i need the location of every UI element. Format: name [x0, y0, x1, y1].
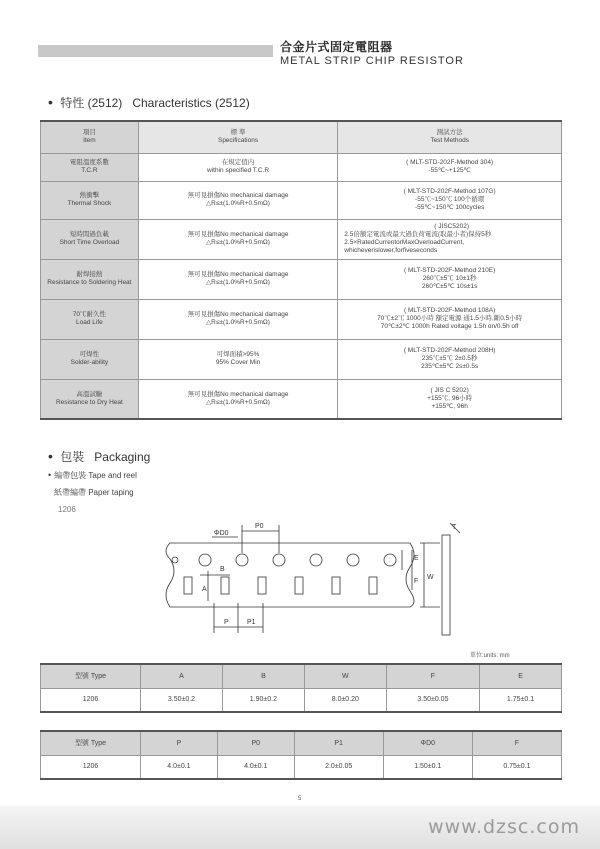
label-d0: ΦD0 — [214, 530, 229, 537]
sprocket-hole — [273, 554, 285, 566]
table-header-row — [41, 121, 562, 153]
tape-side-profile — [442, 535, 450, 635]
characteristics-heading — [48, 94, 250, 111]
column-header-test: 測試方法 Test Methods — [338, 121, 562, 153]
tape-reel-line: • 編帶包裝 Tape and reel — [48, 470, 137, 480]
paper-taping-line: 紙帶編帶 Paper taping — [54, 488, 134, 497]
packaging-heading — [48, 448, 150, 465]
label-e: E — [414, 555, 419, 562]
label-t: T — [452, 524, 457, 531]
sprocket-hole — [199, 554, 211, 566]
table-row: 熱衝擊 Thermal Shock 無可見損傷No mechanical damage △R≤±(1.0%R+0.5mΩ) ( MLT-STD-202F-Method 107G) -55℃~150℃ 100个循環 -55℃~150℃ 100cycles — [41, 181, 562, 219]
component-pocket — [332, 577, 340, 594]
bullet-icon: • — [48, 448, 53, 464]
column-header-spec: 標 準 Specifications — [138, 121, 338, 153]
packaging-title-cn: 包裝 — [60, 450, 85, 464]
component-pocket — [258, 577, 266, 594]
table-row: 短時間過負載 Short Time Overload 無可見損傷No mechanical damage △R≤±(1.0%R+0.5mΩ) ( JISC5202) 2.5倍額定電流或最大過負荷電流(取最小者)保持5秒 2.5×RatedCurrentorMaxOverloadCurrent, whicheverislower,forfiveseconds — [41, 219, 562, 259]
component-pocket — [295, 577, 303, 594]
table-row: 耐焊接熱 Resistance to Soldering Heat 無可見損傷No mechanical damage △R≤±(1.0%R+0.5mΩ) ( MLT-STD-202F-Method 210E) 260℃±5℃ 10±1秒 260℃±5℃ 10s±1s — [41, 259, 562, 299]
sprocket-hole — [384, 554, 396, 566]
characteristics-title-en: Characteristics (2512) — [132, 96, 250, 110]
packaging-title-en: Packaging — [94, 450, 151, 464]
sprocket-hole-small — [172, 557, 178, 563]
label-p: P — [224, 619, 229, 626]
component-pocket — [369, 577, 377, 594]
header-decor-bar — [38, 45, 273, 57]
characteristics-title-size: (2512) — [87, 96, 123, 110]
characteristics-table — [40, 120, 562, 420]
dimension-table-1 — [40, 663, 562, 713]
table-row: 1206 3.50±0.2 1.90±0.2 8.0±0.20 3.50±0.05 1.75±0.1 — [41, 688, 562, 712]
sprocket-hole — [236, 554, 248, 566]
dimension-table-2 — [40, 730, 562, 780]
page-number: 5 — [298, 796, 302, 802]
table-row: 70℃耐久性 Load Life 無可見損傷No mechanical damage △R≤±(1.0%R+0.5mΩ) ( MLT-STD-202F-Method 108A) 70℃±2℃ 1000小時 額定電源 通1.5小時,斷0.5小時 70℃±2℃ 1000h Rated voltage 1.5h on/0.5h off — [41, 299, 562, 339]
watermark: www.dzsc.com — [428, 816, 580, 838]
sprocket-hole — [347, 554, 359, 566]
tape-diagram — [150, 515, 470, 645]
label-b: B — [220, 566, 225, 573]
component-pocket — [221, 577, 229, 594]
units-label: 單位:units: mm — [470, 653, 510, 659]
characteristics-title-cn: 特性 — [60, 96, 85, 110]
column-header-item: 項目 Item — [41, 121, 139, 153]
table-header-row: 型號 Type P P0 P1 ΦD0 F — [41, 731, 562, 755]
sprocket-hole — [310, 554, 322, 566]
page-title-en: METAL STRIP CHIP RESISTOR — [280, 55, 464, 67]
label-a: A — [202, 586, 207, 593]
table-row: 1206 4.0±0.1 4.0±0.1 2.0±0.05 1.50±0.1 0.75±0.1 — [41, 755, 562, 779]
label-f: F — [414, 578, 419, 585]
label-p0: P0 — [255, 523, 264, 530]
page-title-cn: 合金片式固定電阻器 — [280, 40, 393, 54]
table-header-row: 型號 Type A B W F E — [41, 664, 562, 688]
bullet-icon: • — [48, 94, 53, 110]
label-p1: P1 — [247, 619, 256, 626]
size-label: 1206 — [58, 505, 76, 514]
table-row: 高溫試驗 Resistance to Dry Heat 無可見損傷No mechanical damage △R≤±(1.0%R+0.5mΩ) ( JIS C 5202) +155℃, 96小時 +155℃, 96h — [41, 379, 562, 419]
table-row: 電阻溫度系數 T.C.R 在規定值内 within specified T.C.R ( MLT-STD-202F-Method 304) -55℃~+125℃ — [41, 153, 562, 181]
label-w: W — [427, 574, 434, 581]
table-row: 可焊性 Solder-ability 可焊面積>95% 95% Cover Min ( MLT-STD-202F-Method 208H) 235℃±5℃ 2±0.5秒 235℃±5℃ 2s±0.5s — [41, 339, 562, 379]
component-pocket — [184, 577, 192, 594]
